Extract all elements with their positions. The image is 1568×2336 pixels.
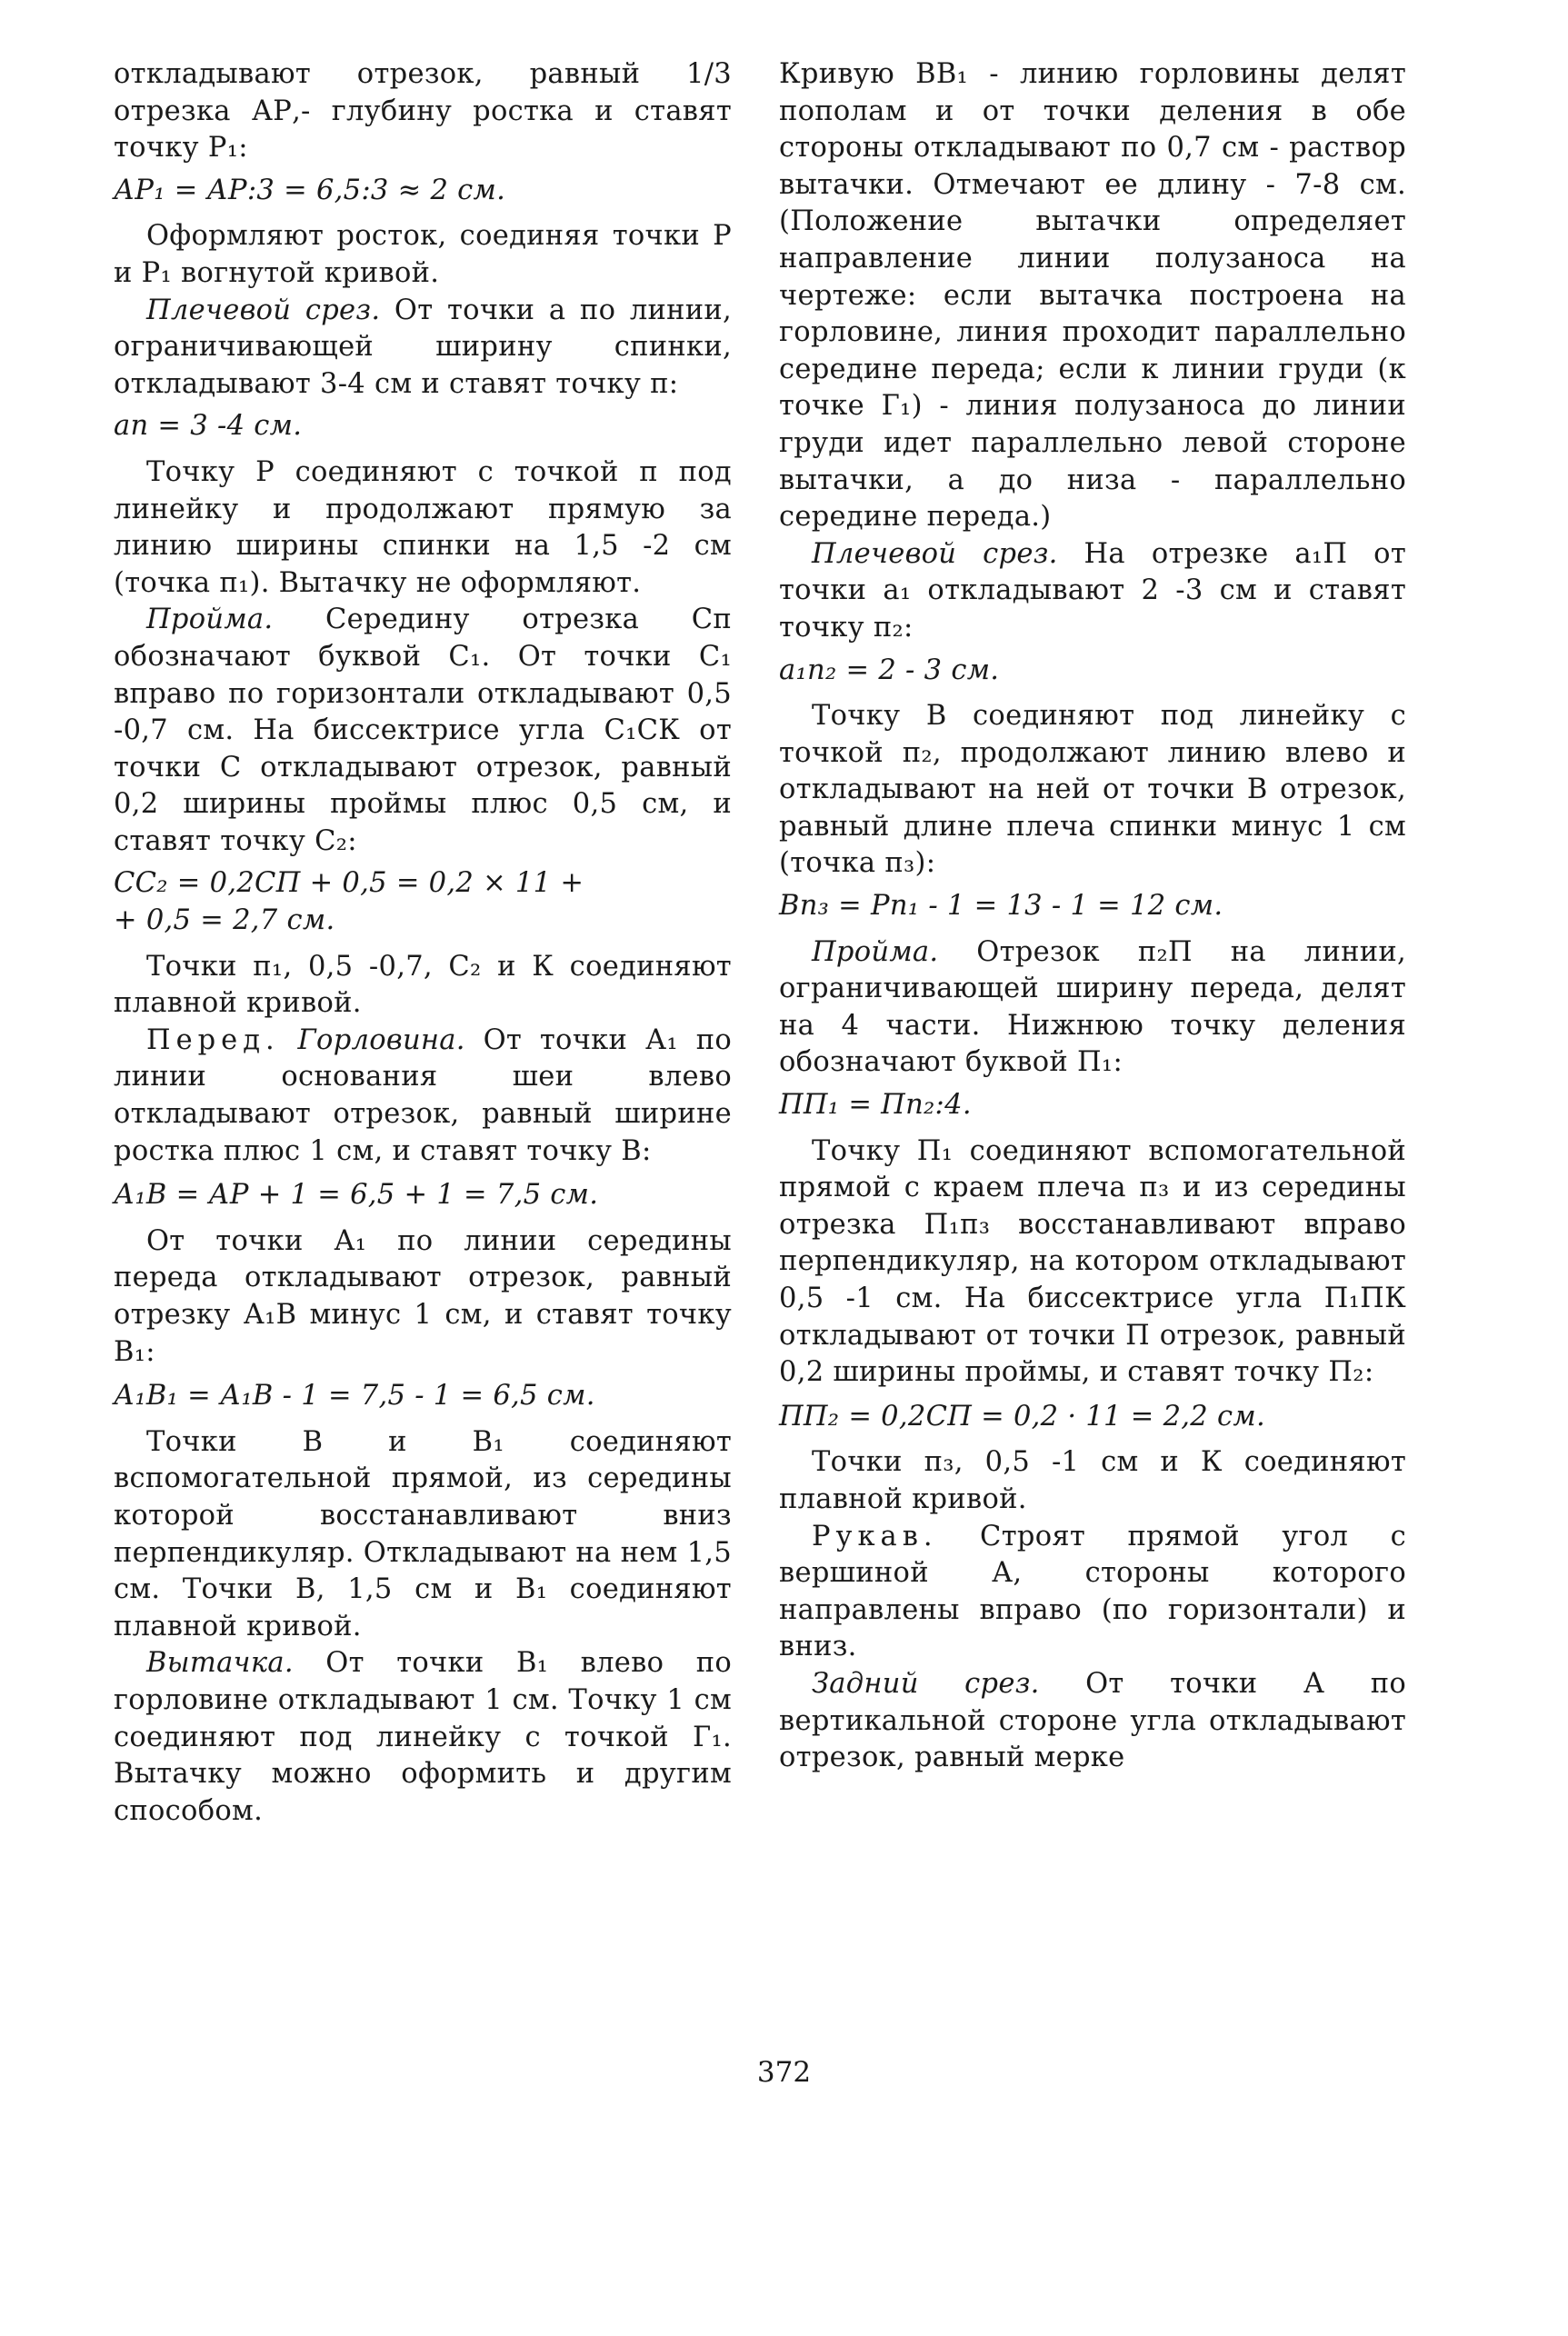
section-heading: Плечевой срез. [812, 537, 1058, 570]
paragraph-text: На отрезке а₁П от точки а₁ откладывают 2 -3 см и ставят точку п₂: [779, 537, 1407, 644]
paragraph: Точки В и В₁ соединяют вспомогательной прямой, из середины которой восстанавливают вниз перпендикуляр. Откладывают на нем 1,5 см. Точки В, 1,5 см и В₁ соединяют плавной кривой. [114, 1425, 732, 1642]
section-heading: Плечевой срез. [146, 294, 381, 326]
section-heading: Пройма. [812, 935, 939, 968]
page-number: 372 [756, 2056, 812, 2089]
paragraph-text: От точки В₁ влево по горловине откладывают 1 см. Точку 1 см соединяют под линейку с точкой Г₁. Вытачку можно оформить и другим способом. [114, 1647, 732, 1827]
paragraph: Точки п₁, 0,5 -0,7, С₂ и К соединяют плавной кривой. [114, 950, 732, 1020]
paragraph [114, 1645, 732, 1830]
paragraph-text: Строят прямой угол с вершиной А, стороны которого направлены вправо (по горизонтали) и вниз. [779, 1520, 1406, 1663]
paragraph: откладывают отрезок, равный 1/3 отрезка АР,- глубину ростка и ставят точку Р₁: [114, 58, 732, 165]
formula: А₁В₁ = А₁В - 1 = 7,5 - 1 = 6,5 см. [114, 1380, 595, 1413]
paragraph-text: Середину отрезка Сп обозначают буквой С₁. От точки С₁ вправо по горизонтали откладывают 0,5 -0,7 см. На биссектрисе угла С₁СК от точки С откладывают отрезок, равный 0,2 ширины проймы плюс 0,5 см, и ставят точку С₂: [114, 604, 732, 857]
chapter-heading: Рукав. [812, 1520, 938, 1552]
section-heading: Пройма. [146, 604, 274, 636]
paragraph [779, 1519, 1406, 1666]
formula: ПП₂ = 0,2СП = 0,2 · 11 = 2,2 см. [779, 1400, 1265, 1433]
formula: + 0,5 = 2,7 см. [114, 904, 335, 937]
paragraph [779, 934, 1406, 1082]
chapter-heading: Перед. [146, 1023, 280, 1056]
formula: А₁В = АР + 1 = 6,5 + 1 = 7,5 см. [114, 1179, 599, 1212]
paragraph [114, 602, 732, 860]
paragraph: Точки п₃, 0,5 -1 см и К соединяют плавной кривой. [779, 1446, 1406, 1515]
formula: а₁п₂ = 2 - 3 см. [779, 654, 1000, 686]
formula: СС₂ = 0,2СП + 0,5 = 0,2 × 11 + [114, 867, 584, 900]
paragraph: Оформляют росток, соединяя точки Р и Р₁ вогнутой кривой. [114, 220, 732, 289]
formula: ПП₁ = Пп₂:4. [779, 1089, 972, 1122]
paragraph: Точку П₁ соединяют вспомогательной прямой с краем плеча п₃ и из середины отрезка П₁п₃ восстанавливают вправо перпендикуляр, на котором откладывают 0,5 -1 см. На биссектрисе угла П₁ПК откладывают от точки П отрезок, равный 0,2 ширины проймы, и ставят точку П₂: [779, 1134, 1406, 1389]
paragraph: Точку Р соединяют с точкой п под линейку и продолжают прямую за линию ширины спинки на 1,5 -2 см (точка п₁). Вытачку не оформляют. [114, 455, 732, 599]
paragraph-text: Отрезок п₂П на линии, ограничивающей ширину переда, делят на 4 части. Нижнюю точку деления обозначают буквой П₁: [779, 935, 1406, 1079]
left-column [114, 56, 732, 1830]
paragraph [779, 1666, 1406, 1777]
formula: АР₁ = АР:3 = 6,5:3 ≈ 2 см. [114, 174, 506, 206]
paragraph: От точки А₁ по линии середины переда откладывают отрезок, равный отрезку А₁В минус 1 см, и ставят точку В₁: [114, 1224, 732, 1368]
section-heading: Вытачка. [146, 1647, 294, 1680]
right-column [779, 56, 1406, 1777]
paragraph [779, 536, 1406, 647]
section-heading: Задний срез. [812, 1667, 1040, 1700]
formula: ап = 3 -4 см. [114, 410, 303, 443]
paragraph [114, 293, 732, 404]
section-heading: Горловина. [297, 1023, 465, 1056]
paragraph-text: От точки а по линии, ограничивающей ширину спинки, откладывают 3-4 см и ставят точку п: [114, 294, 732, 400]
paragraph: Точку В соединяют под линейку с точкой п₂, продолжают линию влево и откладывают на ней от точки В отрезок, равный длине плеча спинки минус 1 см (точка п₃): [779, 700, 1406, 880]
paragraph: Кривую ВВ₁ - линию горловины делят пополам и от точки деления в обе стороны откладывают по 0,7 см - раствор вытачки. Отмечают ее длину - 7-8 см. (Положение вытачки определяет направление линии полузаноса на чертеже: если вытачка построена на горловине, линия проходит параллельно середине переда; если к линии груди (к точке Г₁) - линия полузаноса до линии груди идет параллельно левой стороне вытачки, а до низа - параллельно середине переда.) [779, 58, 1406, 534]
formula: Вп₃ = Рп₁ - 1 = 13 - 1 = 12 см. [779, 890, 1223, 923]
paragraph [114, 1023, 732, 1170]
paragraph-text: От точки А₁ по линии основания шеи влево откладывают отрезок, равный ширине ростка плюс 1 см, и ставят точку В: [114, 1023, 733, 1167]
paragraph-text: От точки А по вертикальной стороне угла откладывают отрезок, равный мерке [779, 1667, 1406, 1774]
